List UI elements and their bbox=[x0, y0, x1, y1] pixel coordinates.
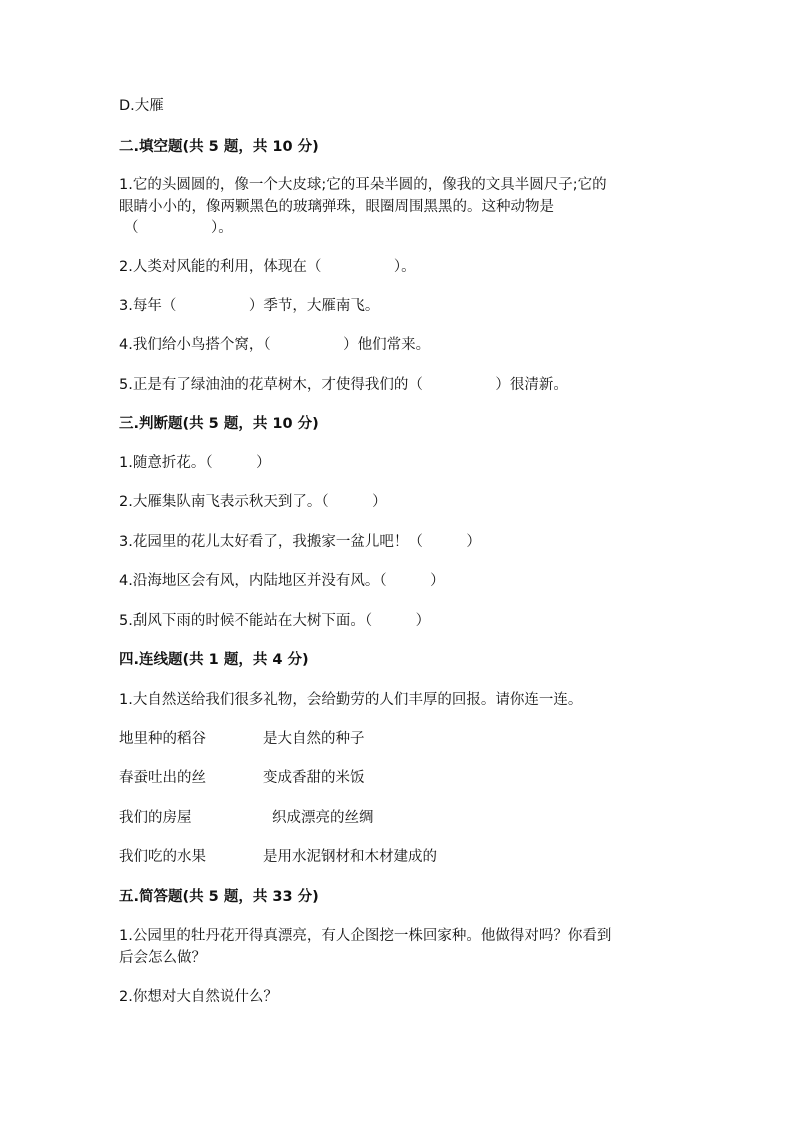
section-heading-matching: 四.连线题(共 1 题，共 4 分) bbox=[119, 652, 309, 668]
question-text: 2.人类对风能的利用，体现在（ ）。 bbox=[119, 259, 416, 275]
question-text: 1.大自然送给我们很多礼物，会给勤劳的人们丰厚的回报。请你连一连。 bbox=[119, 692, 583, 708]
answer-blank: （ ）。 bbox=[124, 220, 233, 236]
section-heading-true-false: 三.判断题(共 5 题，共 10 分) bbox=[119, 416, 319, 432]
question-text: 3.每年（ ）季节，大雁南飞。 bbox=[119, 298, 380, 314]
question-text: 后会怎么做？ bbox=[119, 950, 206, 966]
question-text: 2.你想对大自然说什么？ bbox=[119, 989, 278, 1005]
match-left-item: 我们的房屋 bbox=[119, 810, 192, 826]
question-text: 4.我们给小鸟搭个窝，（ ）他们常来。 bbox=[119, 337, 431, 353]
section-heading-fill-in: 二.填空题(共 5 题，共 10 分) bbox=[119, 139, 319, 155]
question-text: 3.花园里的花儿太好看了，我搬家一盆儿吧！（ ） bbox=[119, 534, 481, 550]
match-right-item: 是大自然的种子 bbox=[263, 731, 365, 747]
question-text: 2.大雁集队南飞表示秋天到了。（ ） bbox=[119, 494, 387, 510]
question-text: 5.刮风下雨的时候不能站在大树下面。（ ） bbox=[119, 613, 431, 629]
question-text: 1.它的头圆圆的，像一个大皮球;它的耳朵半圆的，像我的文具半圆尺子;它的 bbox=[119, 177, 607, 193]
section-heading-short-answer: 五.简答题(共 5 题，共 33 分) bbox=[119, 889, 319, 905]
question-text: 5.正是有了绿油油的花草树木，才使得我们的（ ）很清新。 bbox=[119, 377, 568, 393]
option-d: D.大雁 bbox=[119, 98, 164, 114]
match-left-item: 春蚕吐出的丝 bbox=[119, 770, 206, 786]
match-right-item: 变成香甜的米饭 bbox=[263, 770, 365, 786]
match-left-item: 地里种的稻谷 bbox=[119, 731, 206, 747]
match-left-item: 我们吃的水果 bbox=[119, 849, 206, 865]
question-text: 1.随意折花。（ ） bbox=[119, 455, 271, 471]
question-text: 4.沿海地区会有风，内陆地区并没有风。（ ） bbox=[119, 573, 445, 589]
question-text: 眼睛小小的，像两颗黑色的玻璃弹珠，眼圈周围黑黑的。这种动物是 bbox=[119, 199, 554, 215]
match-right-item: 是用水泥钢材和木材建成的 bbox=[263, 849, 437, 865]
question-text: 1.公园里的牡丹花开得真漂亮，有人企图挖一株回家种。他做得对吗？你看到 bbox=[119, 928, 612, 944]
match-right-item: 织成漂亮的丝绸 bbox=[272, 810, 374, 826]
